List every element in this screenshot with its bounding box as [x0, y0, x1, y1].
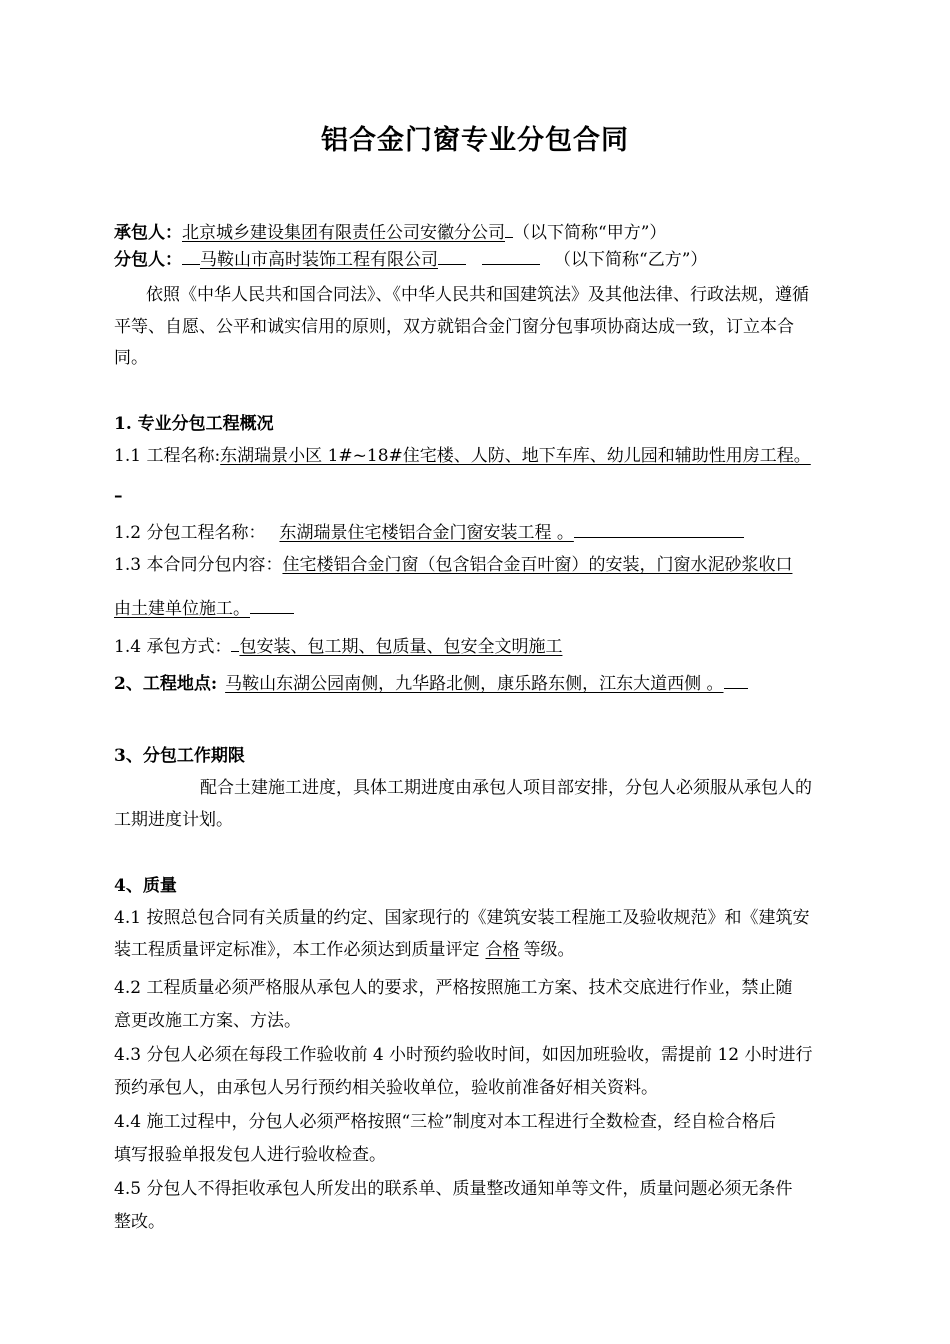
party-a-label: 承包人： — [114, 223, 182, 243]
section-1-heading: 1. 专业分包工程概况 — [114, 414, 274, 434]
item-1-4 — [114, 633, 562, 659]
item-1-3-cont-text: 由土建单位施工。 — [114, 599, 250, 619]
party-b-name: 马鞍山市高时装饰工程有限公司 — [200, 250, 438, 270]
party-b-blank-2 — [438, 246, 466, 265]
item-1-1-label: 1.1 工程名称: — [114, 446, 221, 466]
party-b-blank-3 — [482, 246, 540, 265]
section-3-text-2: 工期进度计划。 — [114, 810, 233, 830]
intro-line-2: 平等、自愿、公平和诚实信用的原则，双方就铝合金门窗分包事项协商达成一致，订立本合 — [114, 317, 794, 337]
item-1-1 — [114, 444, 811, 468]
item-1-2-value: 东湖瑞景住宅楼铝合金门窗安装工程 。 — [279, 523, 574, 543]
item-4-5-line-1: 4.5 分包人不得拒收承包人所发出的联系单、质量整改通知单等文件，质量问题必须无条件 — [114, 1179, 793, 1199]
section-3-heading: 3、分包工作期限 — [114, 746, 245, 766]
item-4-2-line-2: 意更改施工方案、方法。 — [114, 1011, 301, 1031]
item-1-3 — [114, 553, 792, 577]
item-1-4-label: 1.4 承包方式： — [114, 637, 232, 657]
item-4-4-line-2: 填写报验单报发包人进行验收检查。 — [114, 1145, 386, 1165]
party-a-line — [114, 219, 666, 245]
section-2-value: 马鞍山东湖公园南侧，九华路北侧，康乐路东侧，江东大道西侧 。 — [225, 674, 724, 694]
item-1-1-value: 东湖瑞景小区 1#~18#住宅楼、人防、地下车库、幼儿园和辅助性用房工程。 — [220, 446, 811, 466]
section-3-text-1: 配合土建施工进度，具体工期进度由承包人项目部安排，分包人必须服从承包人的 — [200, 778, 812, 798]
party-a-blank — [505, 219, 513, 238]
party-b-note: （以下简称“乙方”） — [554, 250, 708, 270]
contract-title: 铝合金门窗专业分包合同 — [321, 125, 629, 156]
party-b-label: 分包人： — [114, 250, 182, 270]
item-4-1-line-1: 4.1 按照总包合同有关质量的约定、国家现行的《建筑安装工程施工及验收规范》和《建筑安 — [114, 908, 810, 928]
item-1-2 — [114, 519, 744, 545]
section-2-line — [114, 670, 748, 696]
party-a-note: （以下简称“甲方”） — [513, 223, 667, 243]
intro-line-3: 同。 — [114, 348, 148, 368]
item-4-4-line-1: 4.4 施工过程中，分包人必须严格按照“三检”制度对本工程进行全数检查，经自检合格后 — [114, 1112, 776, 1132]
section-4-heading: 4、质量 — [114, 876, 177, 896]
item-1-2-blank — [574, 519, 744, 538]
item-4-2-line-1: 4.2 工程质量必须严格服从承包人的要求，严格按照施工方案、技术交底进行作业，禁止随 — [114, 978, 793, 998]
item-4-3-line-2: 预约承包人，由承包人另行预约相关验收单位，验收前准备好相关资料。 — [114, 1078, 658, 1098]
party-b-line — [114, 246, 707, 272]
item-4-3-line-1: 4.3 分包人必须在每段工作验收前 4 小时预约验收时间，如因加班验收，需提前 12 小时进行 — [114, 1045, 813, 1065]
intro-line-1: 依照《中华人民共和国合同法》、《中华人民共和国建筑法》及其他法律、行政法规，遵循 — [146, 285, 809, 305]
party-b-blank-1 — [182, 246, 200, 265]
item-4-5-line-2: 整改。 — [114, 1212, 165, 1232]
section-2-blank — [724, 670, 748, 689]
item-4-1-line-2 — [114, 938, 575, 962]
item-4-1-text: 装工程质量评定标准》，本工作必须达到质量评定 — [114, 940, 480, 960]
item-1-1-continuation: – — [114, 486, 123, 506]
item-4-1-grade: 合格 — [485, 940, 520, 960]
item-1-4-value: 包安装、包工期、包质量、包安全文明施工 — [239, 637, 563, 657]
item-1-3-continuation — [114, 595, 294, 621]
item-1-2-label: 1.2 分包工程名称： — [114, 523, 266, 543]
section-2-label: 2、工程地点: — [114, 674, 218, 694]
item-1-3-value: 住宅楼铝合金门窗（包含铝合金百叶窗）的安装，门窗水泥砂浆收口 — [282, 555, 793, 575]
item-1-3-label: 1.3 本合同分包内容： — [114, 555, 283, 575]
item-1-3-blank — [250, 595, 294, 614]
item-4-1-suffix: 等级。 — [523, 940, 575, 960]
party-a-name: 北京城乡建设集团有限责任公司安徽分公司 — [182, 223, 505, 243]
